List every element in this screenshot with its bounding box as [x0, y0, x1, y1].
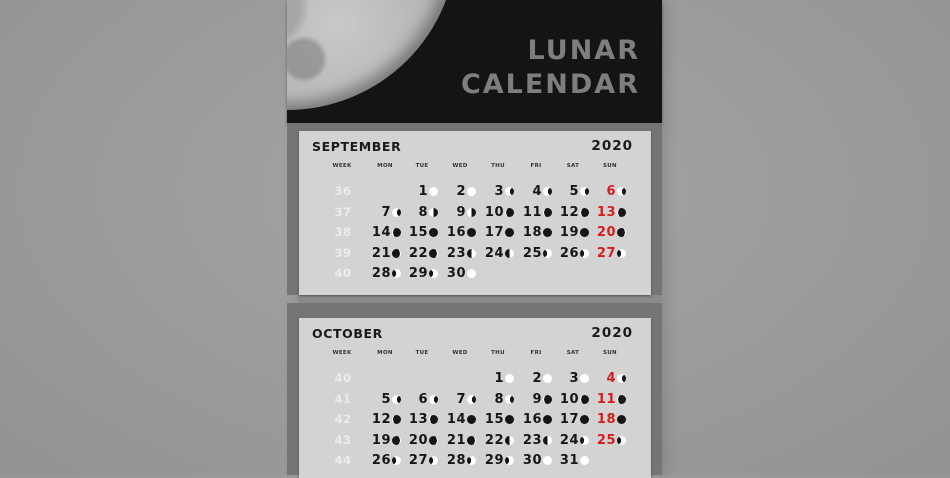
day-number: 28	[446, 453, 466, 468]
day-number: 10	[484, 204, 504, 220]
month-year: 2020	[591, 138, 633, 154]
day-number: 4	[606, 371, 616, 386]
day-cell	[593, 225, 629, 241]
moon-phase-icon	[505, 374, 514, 383]
day-number: 13	[596, 204, 616, 220]
week-number: 36	[334, 184, 352, 198]
moon-phase-icon	[543, 187, 552, 196]
day-cell	[519, 392, 555, 408]
day-number: 11	[522, 204, 542, 220]
day-number: 26	[559, 245, 579, 261]
month-sheet-september	[299, 131, 651, 295]
day-cell	[593, 412, 629, 428]
day-number: 2	[456, 184, 466, 199]
moon-phase-icon	[467, 249, 476, 258]
day-cell	[519, 371, 555, 387]
weekday-header-thu: THU	[491, 163, 505, 169]
day-cell	[443, 184, 479, 200]
day-cell	[481, 225, 517, 241]
day-cell	[405, 392, 441, 408]
moon-phase-icon	[543, 456, 552, 465]
moon-phase-icon	[617, 187, 626, 196]
day-number: 29	[484, 453, 504, 468]
day-number: 3	[569, 371, 579, 386]
day-cell	[368, 266, 404, 282]
moon-phase-icon	[429, 228, 438, 237]
day-cell	[368, 453, 404, 469]
moon-phase-icon	[505, 208, 514, 217]
moon-photo	[287, 0, 457, 110]
moon-phase-icon	[543, 208, 552, 217]
day-number: 24	[559, 432, 579, 448]
day-cell	[481, 412, 517, 428]
moon-phase-icon	[580, 436, 589, 445]
moon-phase-icon	[467, 228, 476, 237]
day-number: 7	[381, 204, 391, 220]
moon-phase-icon	[429, 415, 438, 424]
day-cell	[368, 412, 404, 428]
day-number: 27	[408, 453, 428, 468]
moon-phase-icon	[580, 187, 589, 196]
day-number: 8	[418, 204, 428, 220]
moon-phase-icon	[543, 395, 552, 404]
moon-phase-icon	[505, 249, 514, 258]
day-number: 6	[418, 391, 428, 407]
day-cell	[556, 433, 592, 449]
day-cell	[481, 371, 517, 387]
weekday-header-mon: MON	[377, 350, 393, 356]
day-cell	[368, 433, 404, 449]
day-number: 24	[484, 245, 504, 261]
day-cell	[405, 433, 441, 449]
month-name: SEPTEMBER	[312, 139, 402, 154]
day-number: 7	[456, 391, 466, 407]
day-number: 9	[456, 204, 466, 220]
day-number: 30	[446, 266, 466, 281]
day-cell	[443, 453, 479, 469]
day-number: 31	[559, 453, 579, 468]
day-cell	[368, 392, 404, 408]
day-cell	[519, 412, 555, 428]
day-number: 10	[559, 391, 579, 407]
day-cell	[556, 225, 592, 241]
moon-phase-icon	[467, 395, 476, 404]
moon-phase-icon	[617, 208, 626, 217]
day-number: 20	[596, 225, 616, 240]
day-cell	[481, 392, 517, 408]
day-number: 16	[522, 412, 542, 427]
day-cell	[481, 205, 517, 221]
day-number: 8	[494, 391, 504, 407]
day-cell	[405, 184, 441, 200]
title-line-1: LUNAR	[527, 35, 640, 66]
day-cell	[443, 205, 479, 221]
day-number: 11	[596, 391, 616, 407]
day-cell	[556, 246, 592, 262]
week-number: 38	[334, 225, 352, 239]
day-number: 27	[596, 245, 616, 261]
moon-phase-icon	[467, 269, 476, 278]
day-number: 25	[596, 432, 616, 448]
day-number: 18	[596, 412, 616, 427]
week-number: 41	[334, 391, 352, 406]
day-number: 23	[522, 432, 542, 448]
day-number: 30	[522, 453, 542, 468]
month-sheet-october	[299, 318, 651, 478]
moon-phase-icon	[392, 249, 401, 258]
week-number: 40	[334, 266, 352, 280]
week-number: 39	[334, 245, 352, 260]
moon-phase-icon	[543, 415, 552, 424]
day-number: 14	[371, 225, 391, 240]
day-number: 25	[522, 245, 542, 261]
moon-phase-icon	[392, 436, 401, 445]
moon-phase-icon	[467, 436, 476, 445]
moon-phase-icon	[429, 436, 438, 445]
calendar-header	[287, 0, 662, 123]
day-cell	[519, 205, 555, 221]
day-cell	[405, 266, 441, 282]
day-cell	[443, 266, 479, 282]
day-number: 3	[494, 184, 504, 199]
day-cell	[593, 392, 629, 408]
moon-phase-icon	[392, 456, 401, 465]
day-number: 12	[371, 412, 391, 427]
day-cell	[593, 205, 629, 221]
day-cell	[519, 246, 555, 262]
moon-phase-icon	[505, 228, 514, 237]
day-number: 5	[569, 184, 579, 199]
weekday-header-sat: SAT	[566, 350, 580, 356]
moon-phase-icon	[467, 415, 476, 424]
day-cell	[405, 453, 441, 469]
day-cell	[443, 246, 479, 262]
day-number: 13	[408, 412, 428, 427]
weekday-header-tue: TUE	[415, 350, 429, 356]
day-cell	[593, 371, 629, 387]
moon-phase-icon	[580, 374, 589, 383]
day-cell	[443, 225, 479, 241]
weekday-header-week: WEEK	[332, 163, 352, 169]
weekday-header-sun: SUN	[603, 163, 617, 169]
weekday-header-wed: WED	[452, 163, 468, 169]
day-cell	[556, 453, 592, 469]
day-cell	[593, 433, 629, 449]
day-cell	[481, 453, 517, 469]
day-number: 17	[484, 225, 504, 240]
moon-phase-icon	[429, 208, 438, 217]
day-number: 22	[408, 245, 428, 261]
weekday-header-week: WEEK	[332, 350, 352, 356]
weekday-header-wed: WED	[452, 350, 468, 356]
day-number: 26	[371, 453, 391, 468]
day-number: 9	[532, 391, 542, 407]
week-number: 40	[334, 371, 352, 385]
day-cell	[593, 246, 629, 262]
day-number: 12	[559, 204, 579, 220]
day-number: 1	[494, 371, 504, 386]
moon-phase-icon	[505, 395, 514, 404]
moon-phase-icon	[429, 395, 438, 404]
moon-phase-icon	[580, 395, 589, 404]
moon-phase-icon	[392, 208, 401, 217]
day-cell	[481, 246, 517, 262]
moon-phase-icon	[429, 456, 438, 465]
day-number: 16	[446, 225, 466, 240]
day-number: 19	[559, 225, 579, 240]
day-cell	[519, 453, 555, 469]
day-number: 17	[559, 412, 579, 427]
moon-phase-icon	[617, 415, 626, 424]
moon-phase-icon	[467, 208, 476, 217]
moon-phase-icon	[543, 436, 552, 445]
calendar-title	[461, 34, 640, 102]
day-cell	[556, 184, 592, 200]
title-line-2: CALENDAR	[460, 69, 640, 100]
month-name: OCTOBER	[312, 326, 383, 341]
day-cell	[443, 392, 479, 408]
day-number: 14	[446, 412, 466, 427]
moon-phase-icon	[543, 249, 552, 258]
moon-phase-icon	[580, 456, 589, 465]
day-cell	[405, 205, 441, 221]
day-cell	[593, 184, 629, 200]
day-cell	[519, 184, 555, 200]
moon-phase-icon	[617, 436, 626, 445]
day-number: 19	[371, 432, 391, 448]
day-number: 4	[532, 184, 542, 199]
day-number: 15	[408, 225, 428, 240]
weekday-header-sun: SUN	[603, 350, 617, 356]
moon-phase-icon	[392, 415, 401, 424]
weekday-header-mon: MON	[377, 163, 393, 169]
day-number: 5	[381, 391, 391, 407]
day-number: 28	[371, 266, 391, 281]
day-number: 18	[522, 225, 542, 240]
moon-phase-icon	[392, 228, 401, 237]
day-number: 21	[371, 245, 391, 261]
moon-phase-icon	[617, 249, 626, 258]
moon-phase-icon	[467, 187, 476, 196]
day-number: 29	[408, 266, 428, 281]
fold-separator	[299, 295, 661, 303]
weekday-header-fri: FRI	[530, 350, 542, 356]
week-number: 42	[334, 412, 352, 426]
weekday-header-sat: SAT	[566, 163, 580, 169]
day-number: 23	[446, 245, 466, 261]
day-cell	[556, 392, 592, 408]
day-number: 15	[484, 412, 504, 427]
day-number: 6	[606, 184, 616, 199]
moon-phase-icon	[617, 228, 626, 237]
moon-phase-icon	[505, 456, 514, 465]
moon-phase-icon	[392, 395, 401, 404]
day-cell	[556, 412, 592, 428]
day-cell	[443, 433, 479, 449]
weekday-header-thu: THU	[491, 350, 505, 356]
day-cell	[519, 433, 555, 449]
day-cell	[405, 246, 441, 262]
day-cell	[556, 205, 592, 221]
day-number: 2	[532, 371, 542, 386]
day-cell	[556, 371, 592, 387]
day-cell	[443, 412, 479, 428]
day-number: 1	[418, 184, 428, 199]
moon-phase-icon	[505, 436, 514, 445]
moon-phase-icon	[392, 269, 401, 278]
day-cell	[481, 433, 517, 449]
moon-phase-icon	[429, 249, 438, 258]
day-cell	[368, 246, 404, 262]
day-number: 22	[484, 432, 504, 448]
day-cell	[405, 225, 441, 241]
day-cell	[481, 184, 517, 200]
moon-phase-icon	[429, 187, 438, 196]
day-number: 21	[446, 432, 466, 448]
week-number: 43	[334, 432, 352, 447]
moon-phase-icon	[543, 228, 552, 237]
month-year: 2020	[591, 325, 633, 341]
moon-phase-icon	[617, 374, 626, 383]
day-cell	[368, 205, 404, 221]
day-cell	[405, 412, 441, 428]
moon-phase-icon	[429, 269, 438, 278]
moon-phase-icon	[467, 456, 476, 465]
moon-phase-icon	[580, 249, 589, 258]
day-cell	[519, 225, 555, 241]
day-cell	[368, 225, 404, 241]
moon-phase-icon	[505, 187, 514, 196]
moon-phase-icon	[580, 208, 589, 217]
week-number: 37	[334, 204, 352, 219]
moon-phase-icon	[505, 415, 514, 424]
week-number: 44	[334, 453, 352, 467]
moon-phase-icon	[580, 228, 589, 237]
day-number: 20	[408, 432, 428, 448]
weekday-header-tue: TUE	[415, 163, 429, 169]
moon-phase-icon	[543, 374, 552, 383]
moon-phase-icon	[580, 415, 589, 424]
weekday-header-fri: FRI	[530, 163, 542, 169]
moon-phase-icon	[617, 395, 626, 404]
